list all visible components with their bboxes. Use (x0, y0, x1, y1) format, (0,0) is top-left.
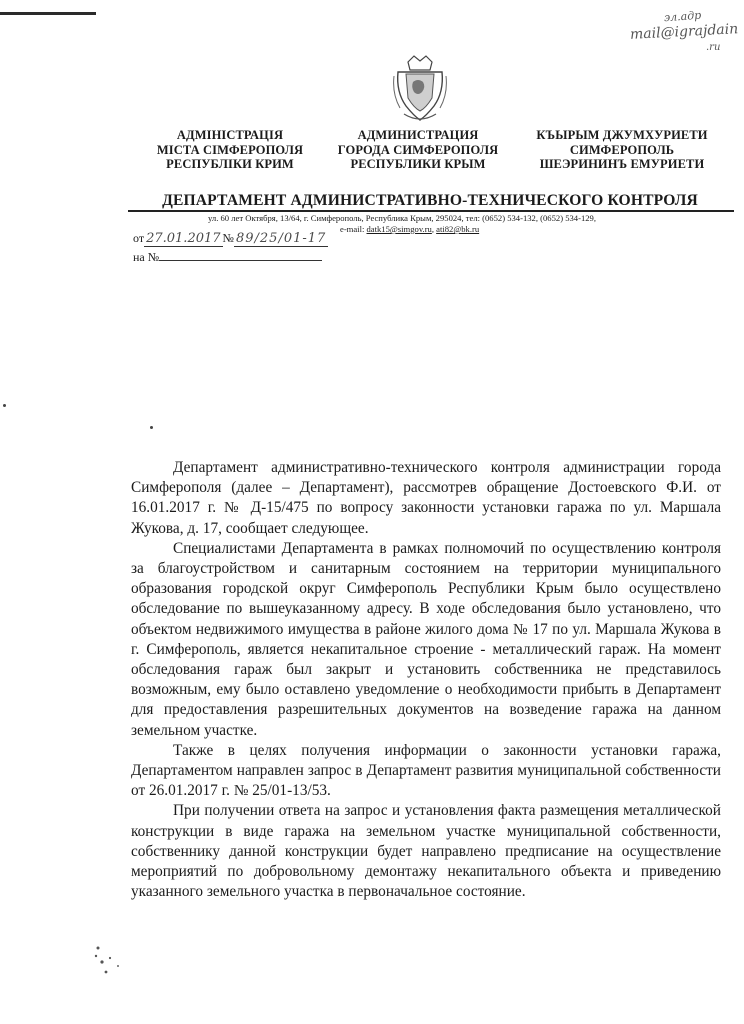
org-crh-line: СИМФЕРОПОЛЬ (569, 142, 675, 157)
handwritten-note (629, 8, 739, 54)
org-name-ukrainian (130, 128, 330, 172)
email-label: e-mail: (340, 224, 367, 234)
org-ru-line: ГОРОДА СИМФЕРОПОЛЯ (337, 142, 499, 157)
letter-body (131, 458, 721, 902)
org-ua-line: АДМІНІСТРАЦІЯ (176, 128, 284, 142)
handwritten-note-line2: mail@igrajdain (629, 21, 739, 43)
org-ru-line: АДМИНИСТРАЦИЯ (357, 128, 479, 142)
ref-number-handwritten: 89/25/01-17 (235, 231, 327, 246)
email-link-primary[interactable]: datk15@simgov.ru (366, 224, 432, 234)
handwritten-note-line1: эл.адр (663, 8, 702, 25)
ref-from-label: от (133, 231, 145, 245)
org-crh-line: ШЕЭРИНИНЪ ЕМУРИЕТИ (539, 157, 705, 172)
scan-speck (3, 404, 6, 407)
org-ru-line: РЕСПУБЛИКИ КРЫМ (350, 157, 486, 172)
scan-edge-mark (0, 12, 96, 15)
department-title: ДЕПАРТАМЕНТ АДМИНИСТРАТИВНО-ТЕХНИЧЕСКОГО КОНТРОЛЯ (162, 192, 698, 209)
org-ua-line: МІСТА СІМФЕРОПОЛЯ (156, 142, 304, 157)
email-link-secondary[interactable]: ati82@bk.ru (436, 224, 480, 234)
crimea-coat-of-arms-icon (392, 54, 448, 124)
department-address: ул. 60 лет Октября, 13/64, г. Симферополь, Республика Крым, 295024, тел: (0652) 534-132, (0652) 534-129, (208, 213, 596, 223)
ref-date-handwritten: 27.01.2017 (146, 231, 221, 246)
ref-to-label: на № (133, 250, 160, 264)
org-name-russian (318, 128, 518, 172)
org-name-crimean-tatar (512, 128, 732, 172)
scan-speck (150, 426, 153, 429)
org-ua-line: РЕСПУБЛІКИ КРИМ (166, 157, 294, 172)
department-email (340, 224, 479, 234)
handwritten-note-line3: .ru (706, 42, 721, 53)
body-paragraph: Департамент административно-технического контроля администрации города Симферополя (далее – Департамент), рассмотрев обращение Достоевского Ф.И. от 16.01.2017 г. № Д-15/475 по вопросу законности установки гаража по ул. Маршала Жукова, д. 17, сообщает следующее. (131, 459, 721, 537)
org-crh-line: КЪЫРЫМ ДЖУМХУРИЕТИ (536, 128, 708, 142)
body-paragraph: Также в целях получения информации о законности установки гаража, Департаментом направлен запрос в Департамент развития муниципальной собственности от 26.01.2017 г. № 25/01-13/53. (131, 741, 721, 800)
header-divider (128, 210, 734, 212)
email-separator: , (431, 224, 437, 234)
scan-marks-icon (92, 942, 132, 978)
ref-number-label: № (222, 231, 234, 245)
ref-to-blank (159, 249, 322, 261)
body-paragraph: Специалистами Департамента в рамках полномочий по осуществлению контроля за благоустройством и санитарным состоянием на территории муниципального образования городской округ Симферополь Республики Крым было осуществлено обследование по вышеуказанному адресу. В ходе обследования было установлено, что объектом недвижимого имущества в районе жилого дома № 17 по ул. Маршала Жукова в г. Симферополь, является некапитальное строение - металлический гараж. На момент обследования гараж был закрыт и установить собственника не представилось возможным, ему было оставлено уведомление о необходимости прибыть в Департамент для предоставления разрешительных документов на возведение гаража на данном земельном участке. (131, 539, 721, 739)
outgoing-reference (133, 231, 328, 246)
incoming-reference (133, 249, 322, 265)
body-paragraph: При получении ответа на запрос и установления факта размещения металлической конструкции в виде гаража на земельном участке муниципальной собственности, собственнику данной конструкции будет направлено предписание на осуществление мероприятий по добровольному демонтажу некапитального объекта и приведению указанного земельного участка в первоначальное состояние. (131, 802, 721, 901)
